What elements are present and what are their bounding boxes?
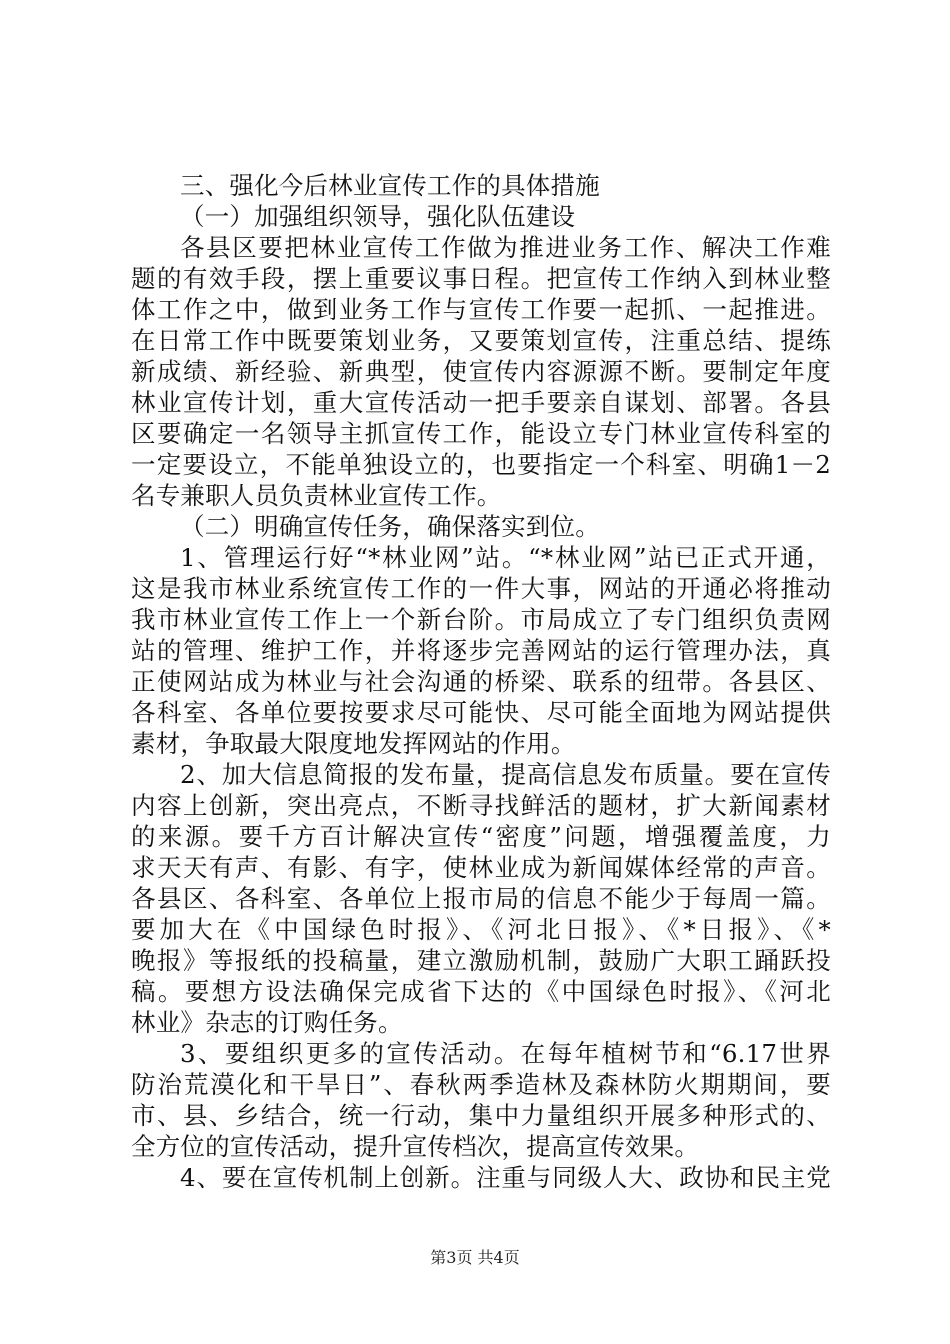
- paragraph-line: 林业》杂志的订购任务。: [131, 1008, 403, 1037]
- paragraph-line: 区要确定一名领导主抓宣传工作，能设立专门林业宣传科室的: [131, 419, 831, 448]
- paragraph-line: 2、加大信息简报的发布量，提高信息发布质量。要在宣传: [180, 760, 831, 789]
- paragraph-line: 全方位的宣传活动，提升宣传档次，提高宣传效果。: [131, 1132, 700, 1161]
- paragraph-line: 4、要在宣传机制上创新。注重与同级人大、政协和民主党: [180, 1163, 831, 1192]
- paragraph-line: 名专兼职人员负责林业宣传工作。: [131, 481, 502, 510]
- paragraph-line: 林业宣传计划，重大宣传活动一把手要亲自谋划、部署。各县: [131, 388, 831, 417]
- page-number-label: 第3页 共4页: [430, 1248, 520, 1267]
- paragraph-line: 体工作之中，做到业务工作与宣传工作要一起抓、一起推进。: [131, 295, 831, 324]
- page-footer: [0, 1245, 950, 1268]
- paragraph-line: 晚报》等报纸的投稿量，建立激励机制，鼓励广大职工踊跃投: [131, 946, 831, 975]
- paragraph-line: 稿。要想方设法确保完成省下达的《中国绿色时报》、《河北: [131, 977, 831, 1006]
- paragraph-line: 我市林业宣传工作上一个新台阶。市局成立了专门组织负责网: [131, 605, 831, 634]
- paragraph-line: 题的有效手段，摆上重要议事日程。把宣传工作纳入到林业整: [131, 264, 831, 293]
- subsection-heading: （一）加强组织领导，强化队伍建设: [180, 202, 576, 231]
- paragraph-line: 一定要设立，不能单独设立的，也要指定一个科室、明确1－2: [131, 450, 831, 479]
- paragraph-line: 新成绩、新经验、新典型，使宣传内容源源不断。要制定年度: [131, 357, 831, 386]
- paragraph-line: 这是我市林业系统宣传工作的一件大事，网站的开通必将推动: [131, 574, 831, 603]
- subsection-heading: （二）明确宣传任务，确保落实到位。: [180, 512, 600, 541]
- paragraph-line: 各县区、各科室、各单位上报市局的信息不能少于每周一篇。: [131, 884, 831, 913]
- section-heading: 三、强化今后林业宣传工作的具体措施: [180, 171, 600, 200]
- paragraph-line: 内容上创新，突出亮点，不断寻找鲜活的题材，扩大新闻素材: [131, 791, 831, 820]
- paragraph-line: 素材，争取最大限度地发挥网站的作用。: [131, 729, 576, 758]
- paragraph-line: 防治荒漠化和干旱日”、春秋两季造林及森林防火期期间，要: [131, 1070, 831, 1099]
- document-body: [131, 170, 831, 1193]
- paragraph-line: 各科室、各单位要按要求尽可能快、尽可能全面地为网站提供: [131, 698, 831, 727]
- paragraph-line: 市、县、乡结合，统一行动，集中力量组织开展多种形式的、: [131, 1101, 831, 1130]
- paragraph-line: 1、管理运行好“*林业网”站。“*林业网”站已正式开通，: [180, 543, 831, 572]
- paragraph-line: 的来源。要千方百计解决宣传“密度”问题，增强覆盖度，力: [131, 822, 831, 851]
- paragraph-line: 各县区要把林业宣传工作做为推进业务工作、解决工作难: [180, 233, 831, 262]
- paragraph-line: 正使网站成为林业与社会沟通的桥梁、联系的纽带。各县区、: [131, 667, 831, 696]
- paragraph-line: 站的管理、维护工作，并将逐步完善网站的运行管理办法，真: [131, 636, 831, 665]
- paragraph-line: 在日常工作中既要策划业务，又要策划宣传，注重总结、提练: [131, 326, 831, 355]
- paragraph-line: 3、要组织更多的宣传活动。在每年植树节和“6.17世界: [180, 1039, 831, 1068]
- paragraph-line: 要加大在《中国绿色时报》、《河北日报》、《*日报》、《*: [131, 915, 831, 944]
- paragraph-line: 求天天有声、有影、有字，使林业成为新闻媒体经常的声音。: [131, 853, 831, 882]
